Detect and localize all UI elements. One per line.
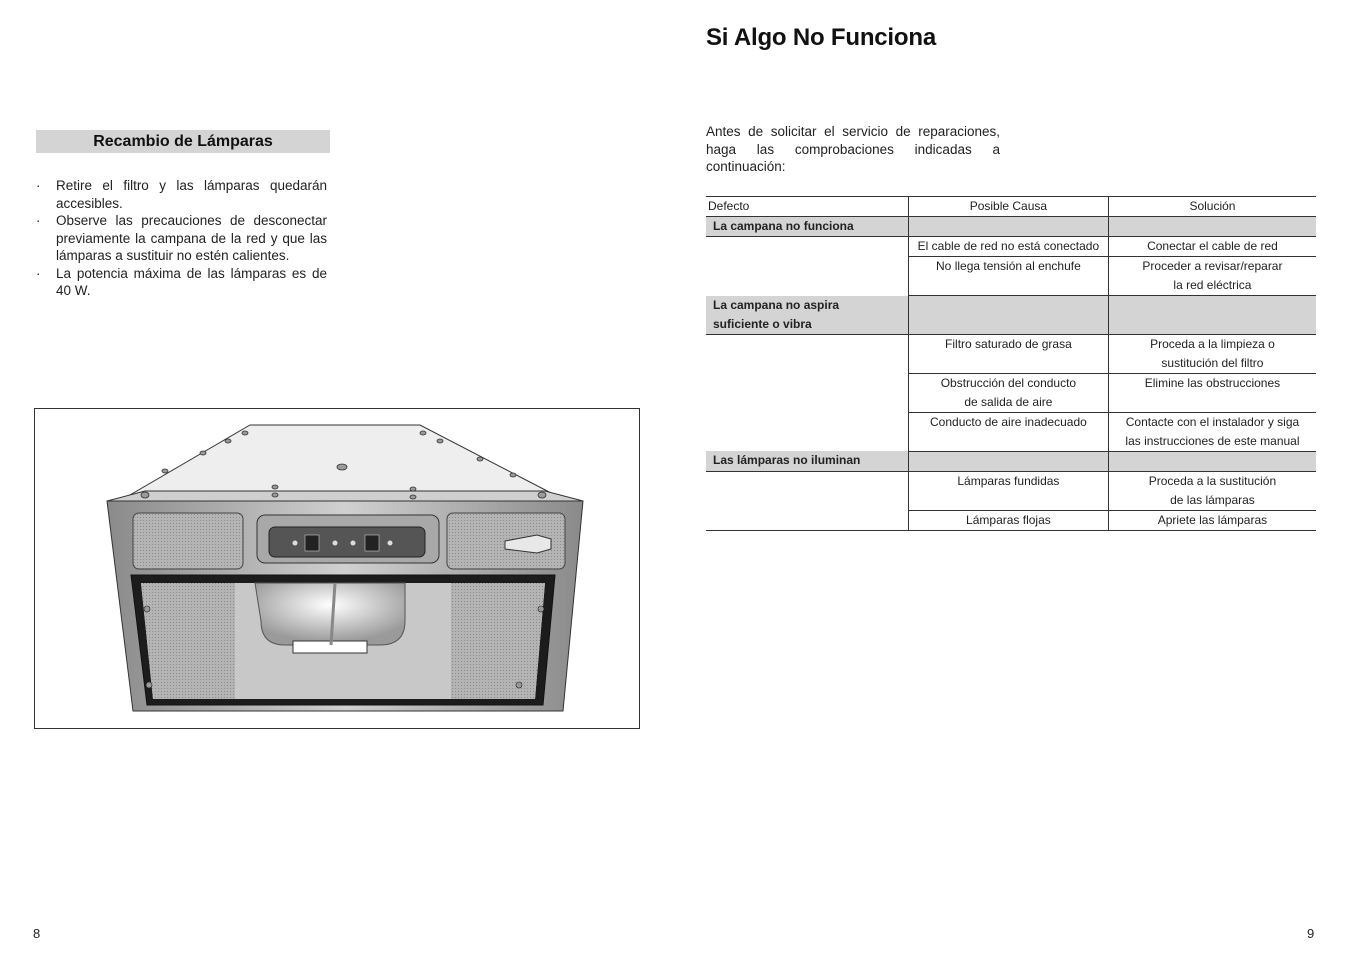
defect-cell: La campana no funciona (706, 217, 908, 237)
instruction-list (36, 177, 327, 300)
bullet-icon: · (36, 178, 41, 193)
table-row (706, 217, 1316, 237)
cause-cell: El cable de red no está conectado (908, 237, 1108, 257)
range-hood-icon (35, 409, 639, 728)
cause-cell: Conducto de aire inadecuado (908, 412, 1108, 451)
cause-cell: Filtro saturado de grasa (908, 334, 1108, 373)
table-row (706, 451, 1316, 471)
page-number-right: 9 (1307, 926, 1315, 941)
solution-cell: Proceda a la limpieza o sustitución del filtro (1108, 334, 1316, 373)
table-row (706, 373, 1316, 412)
table-row (706, 334, 1316, 373)
table-row (706, 257, 1316, 296)
table-row (706, 296, 1316, 335)
solution-cell: Contacte con el instalador y siga las instrucciones de este manual (1108, 412, 1316, 451)
troubleshooting-table (706, 196, 1316, 531)
intro-paragraph: Antes de solicitar el servicio de reparaciones, haga las comprobaciones indicadas a continuación: (706, 124, 1000, 174)
defect-cell: La campana no aspira suficiente o vibra (706, 296, 908, 335)
solution-cell: Elimine las obstrucciones (1108, 373, 1316, 412)
list-item: · Observe las precauciones de desconectar previamente la campana de la red y que las lámparas a sustituir no estén calientes. (36, 213, 327, 263)
column-header-cause: Posible Causa (908, 197, 1108, 217)
defect-cell: Las lámparas no iluminan (706, 451, 908, 471)
table-row (706, 237, 1316, 257)
page-title: Si Algo No Funciona (706, 24, 936, 51)
cause-cell: Obstrucción del conducto de salida de aire (908, 373, 1108, 412)
table-row (706, 510, 1316, 530)
table-row (706, 471, 1316, 510)
cause-cell: Lámparas flojas (908, 510, 1108, 530)
page-number-left: 8 (33, 926, 41, 941)
list-item: · La potencia máxima de las lámparas es de 40 W. (36, 265, 327, 298)
table-header-row (706, 197, 1316, 217)
solution-cell: Conectar el cable de red (1108, 237, 1316, 257)
cause-cell: No llega tensión al enchufe (908, 257, 1108, 296)
solution-cell: Proceder a revisar/reparar la red eléctrica (1108, 257, 1316, 296)
bullet-icon: · (36, 265, 41, 281)
range-hood-illustration (34, 408, 640, 729)
section-title-lamp-replacement: Recambio de Lámparas (36, 130, 330, 153)
cause-cell: Lámparas fundidas (908, 471, 1108, 510)
column-header-solution: Solución (1108, 197, 1316, 217)
list-item: · Retire el filtro y las lámparas quedarán accesibles. (36, 178, 327, 211)
bullet-icon: · (36, 213, 41, 228)
solution-cell: Proceda a la sustitución de las lámparas (1108, 471, 1316, 510)
column-header-defect: Defecto (706, 197, 908, 217)
table-row (706, 412, 1316, 451)
solution-cell: Apriete las lámparas (1108, 510, 1316, 530)
